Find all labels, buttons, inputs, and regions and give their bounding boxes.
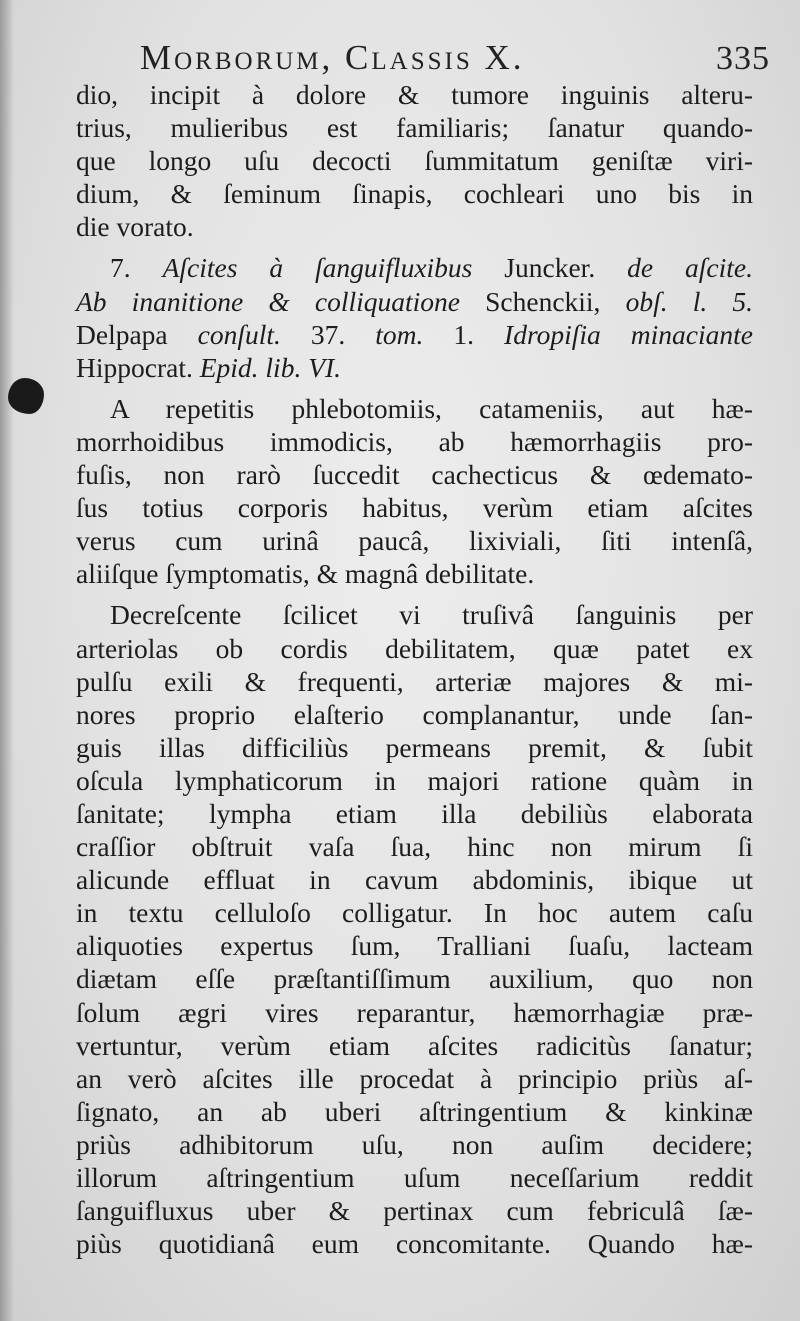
text-line: Decreſcente ſcilicet vi truſivâ ſanguinis per	[110, 599, 753, 631]
paragraph-gap	[76, 590, 753, 598]
text-line: trius, mulieribus est familiaris; ſanatur quando-	[76, 112, 753, 144]
roman-text: Juncker.	[472, 252, 628, 284]
text-line: pulſu exili & frequenti, arteriæ majores & mi-	[76, 665, 753, 697]
text-line: nores proprio elaſterio complanantur, unde ſan-	[76, 698, 753, 730]
text-line: priùs adhibitorum uſu, non auſim decidere;	[76, 1128, 753, 1160]
text-line: verus cum urinâ paucâ, lixiviali, ſiti intenſâ,	[76, 525, 753, 557]
text-line-mixed	[76, 318, 753, 351]
roman-text: Schenckii,	[459, 285, 626, 317]
text-line: alicunde effluat in cavum abdominis, ibique ut	[76, 864, 753, 896]
text-line: illorum aſtringentium uſum neceſſarium reddit	[76, 1162, 753, 1193]
paragraph-gap	[76, 243, 753, 251]
text-line: ſanitate; lympha etiam illa debiliùs elaborata	[76, 797, 753, 829]
page-gutter-shadow	[0, 0, 14, 1321]
text-line: ſanguifluxus uber & pertinax cum febriculâ ſæ-	[76, 1195, 753, 1227]
text-line: aliiſque ſymptomatis, & magnâ debilitate.	[76, 558, 535, 590]
roman-text: 37.	[280, 318, 376, 350]
paragraph-species-7	[76, 251, 753, 383]
paragraph-explanation	[76, 598, 753, 1260]
roman-text: 1.	[423, 318, 505, 350]
text-line: dio, incipit à dolore & tumore inguinis alteru-	[76, 79, 753, 110]
roman-text: Hippocrat.	[76, 351, 200, 383]
text-line: vertuntur, verùm etiam aſcites radicitùs ſanatur;	[76, 1029, 753, 1061]
text-line: fuſis, non rarò ſuccedit cachecticus & œdemato-	[76, 459, 753, 491]
text-line: die vorato.	[76, 211, 194, 243]
text-line: dium, & ſeminum ſinapis, cochleari uno bis in	[76, 178, 753, 210]
text-line: ſolum ægri vires reparantur, hæmorrhagiæ præ-	[76, 996, 753, 1028]
text-line: oſcula lymphaticorum in majori ratione quàm in	[76, 764, 753, 796]
italic-text: Ab inanitione & colliquatione	[76, 285, 460, 317]
text-line: guis illas difficiliùs permeans premit, & ſubit	[76, 731, 753, 763]
italic-text: de aſcite.	[627, 252, 753, 284]
paragraph-description	[76, 392, 753, 591]
text-line: morrhoidibus immodicis, ab hæmorrhagiis pro-	[76, 425, 753, 457]
text-line-mixed	[76, 251, 753, 284]
ink-blot-mark	[8, 378, 44, 414]
italic-text: tom.	[375, 318, 424, 350]
roman-text: Delpapa	[76, 318, 198, 350]
italic-text: Aſcites à ſanguifluxibus	[162, 252, 473, 284]
italic-text: conſult.	[197, 318, 281, 350]
paragraph-gap	[76, 384, 753, 392]
italic-text: obſ. l. 5.	[625, 285, 754, 317]
text-line: craſſior obſtruit vaſa ſua, hinc non mirum ſi	[76, 831, 753, 863]
italic-text: Epid. lib. VI.	[199, 351, 342, 383]
text-line: arteriolas ob cordis debilitatem, quæ patet ex	[76, 632, 753, 664]
text-line: piùs quotidianâ eum concomitante. Quando hæ-	[76, 1228, 753, 1260]
text-line: an verò aſcites ille procedat à principio priùs aſ-	[76, 1062, 753, 1094]
running-head: Morborum, Classis X.	[140, 38, 525, 77]
page-number: 335	[716, 40, 770, 77]
text-line: A repetitis phlebotomiis, catameniis, aut hæ-	[110, 392, 753, 424]
text-line-mixed	[76, 285, 753, 318]
text-line: in textu celluloſo colligatur. In hoc autem caſu	[76, 897, 753, 929]
text-line-mixed	[76, 351, 753, 384]
italic-text: Idropiſia minaciante	[504, 318, 754, 350]
text-line: aliquoties expertus ſum, Tralliani ſuaſu, lacteam	[76, 930, 753, 962]
text-line: que longo uſu decocti ſummitatum geniſtæ viri-	[76, 145, 753, 177]
roman-text: 7.	[110, 252, 163, 284]
body-text	[76, 78, 753, 1260]
text-line: ſignato, an ab uberi aſtringentium & kinkinæ	[76, 1095, 753, 1127]
paragraph-continuation	[76, 78, 753, 243]
text-line: ſus totius corporis habitus, verùm etiam aſcites	[76, 492, 753, 524]
text-line: diætam eſſe præſtantiſſimum auxilium, quo non	[76, 963, 753, 995]
